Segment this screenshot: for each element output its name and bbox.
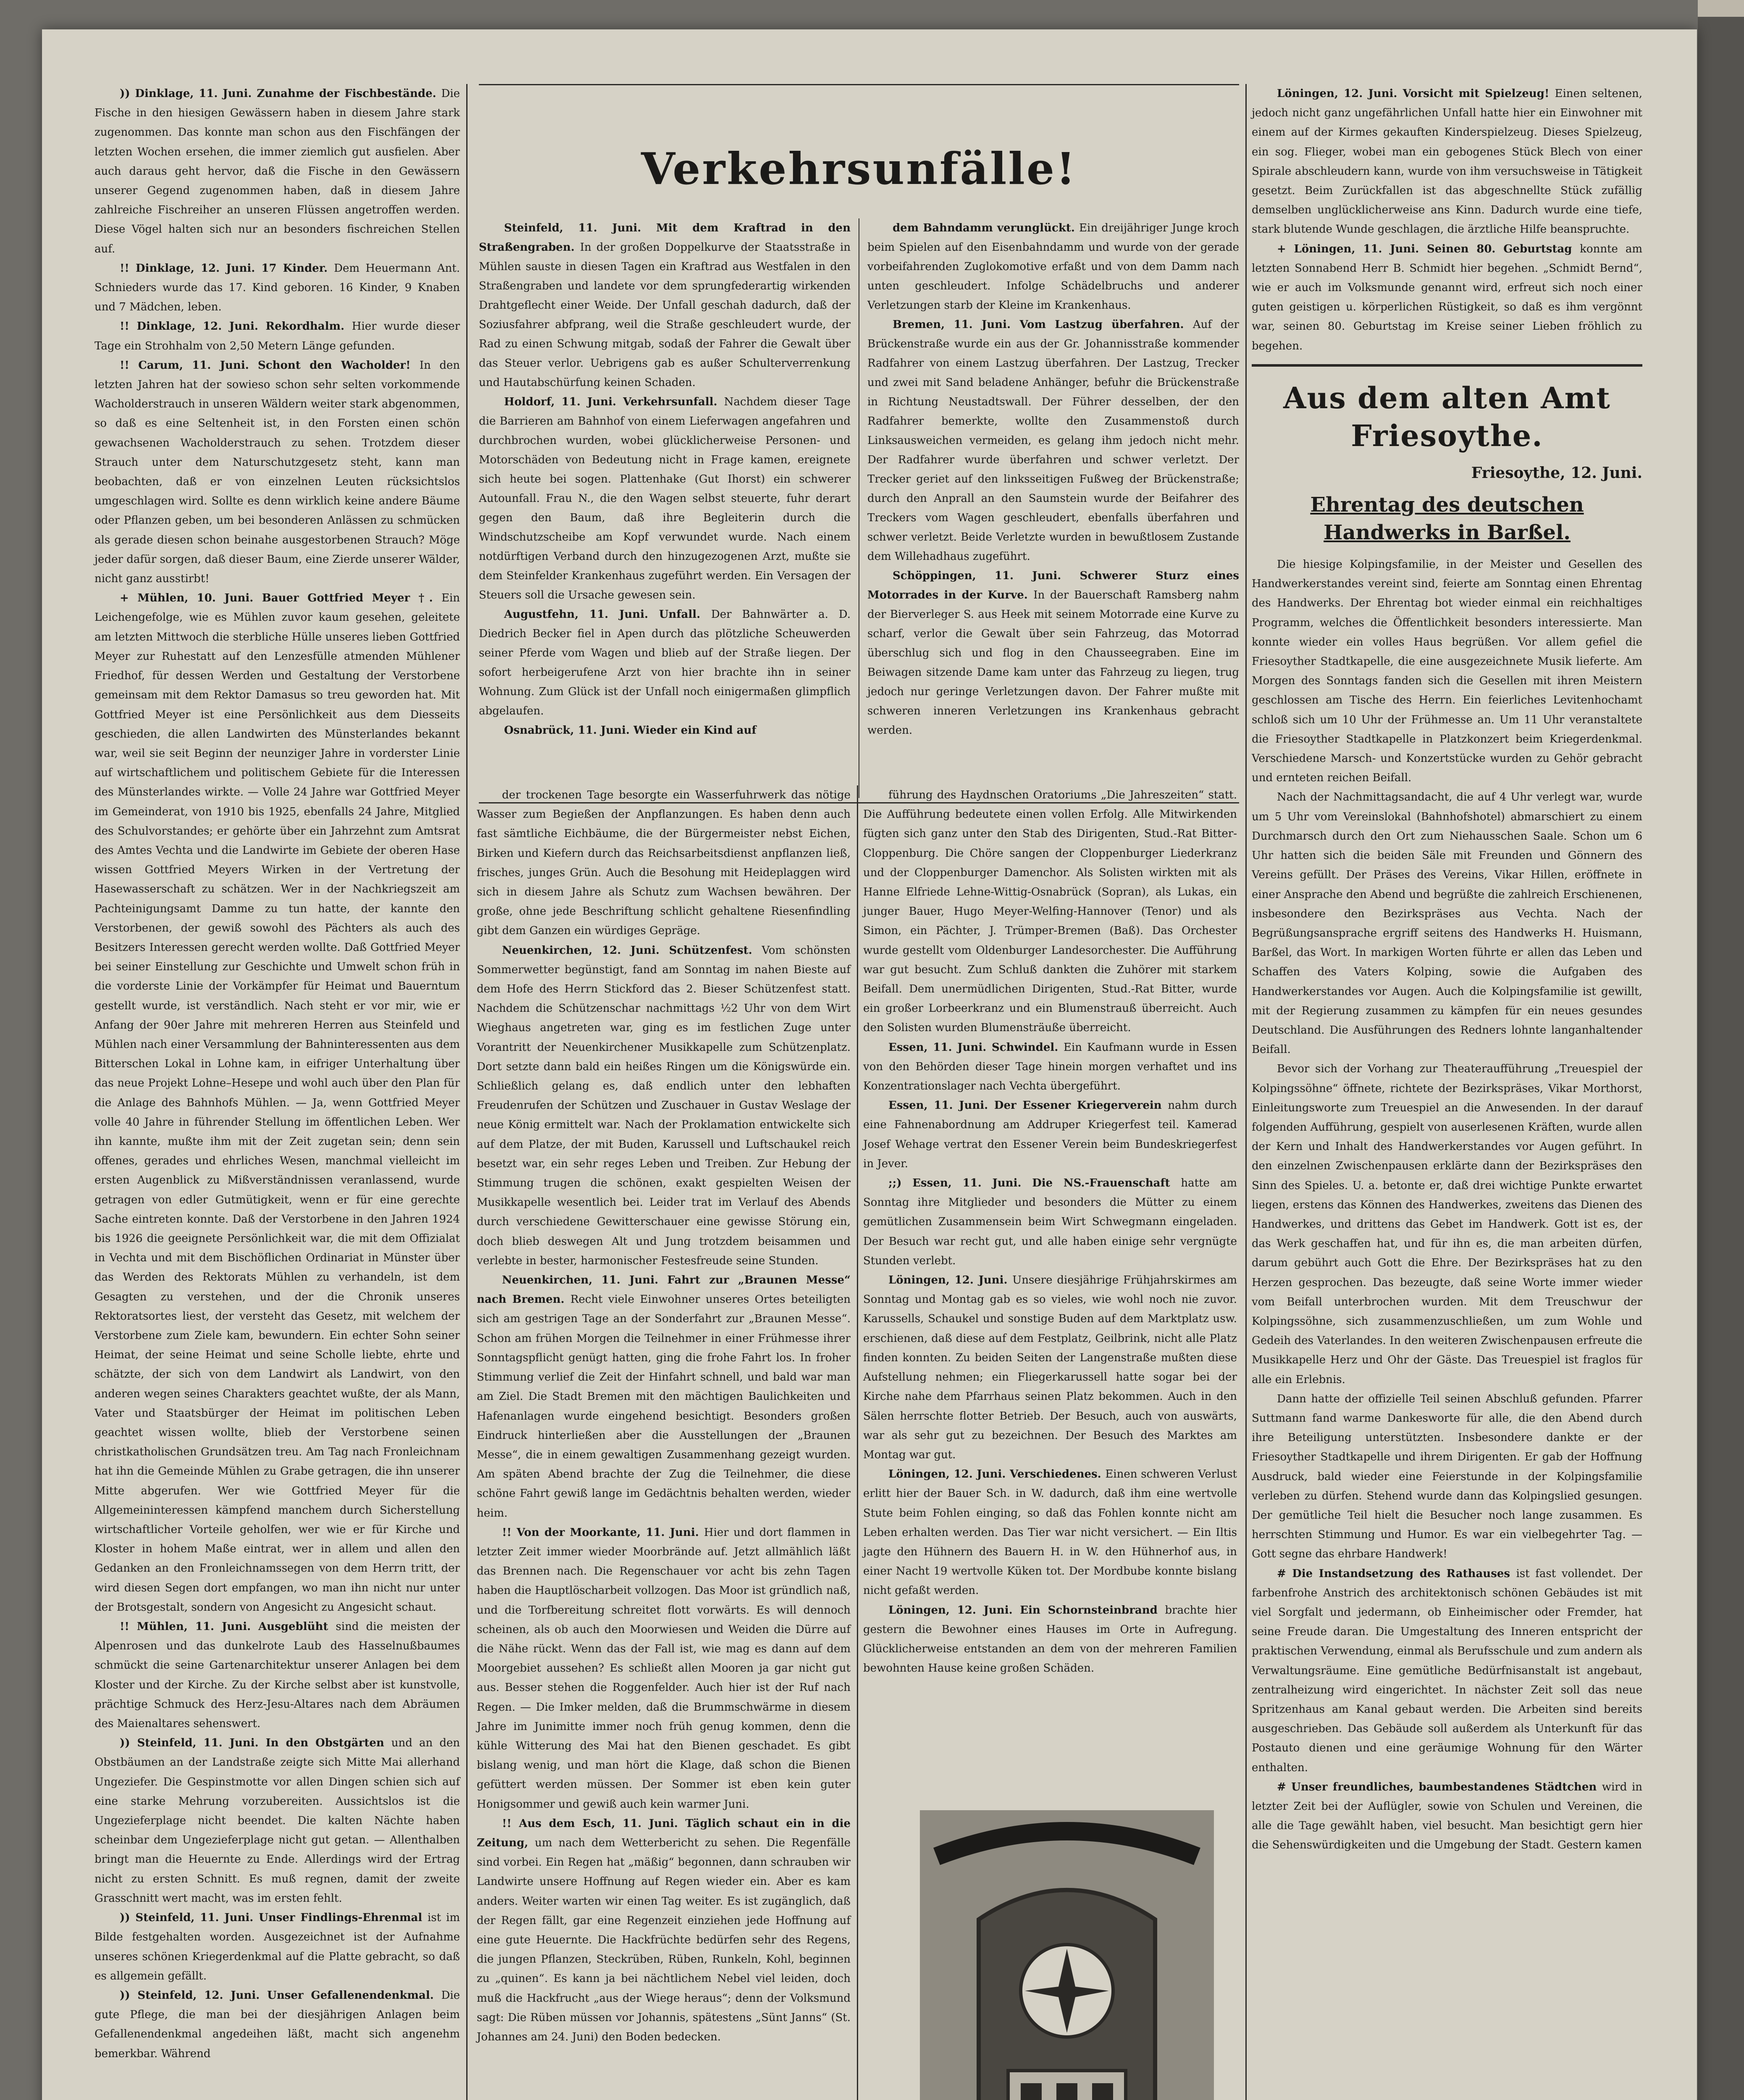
article-text: der trockenen Tage besorgte ein Wasserfuhrwerk das nötige Wasser zum Begießen der Anpflanzungen. Es haben denn auch fast sämtliche Eichbäume, die der Bürgermeister nebst Eichen, Birken und Kiefern durch das Reichsarbeitsdienst anpflanzen ließ, frisches, junges Grün. Auch die Besohung mit Heideplaggen wird sich in diesem Jahre als Schutz zum Wachsen bewähren. Der große, ohne jede Beschriftung schlicht gehaltene Riesenfindling gibt dem Ganzen ein würdiges Gepräge. (477, 789, 851, 937)
article-heading: Schöppingen, 11. Juni. Schwerer Sturz eines Motorrades in der Kurve. (867, 570, 1239, 601)
article-text: Auf der Brückenstraße wurde ein aus der Gr. Johannisstraße kommender Radfahrer von einem Lastzug überfahren. Der Lastzug, Trecker und zwei mit Sand beladene Anhänger, befuhr die Brückenstraße in Richtung Neustadtswall. Der Führer desselben, der den Radfahrer bemerkte, wollte den Zusammenstoß durch Linksausweichen vermeiden, es gelang ihm jedoch nicht mehr. Der Radfahrer wurde überfahren und schwer verletzt. Der Trecker geriet auf den linksseitigen Fußweg der Brückenstraße; durch den Anprall an den Saumstein wurde der Beifahrer des Treckers vom Wagen geschleudert, ebenfalls überfahren und schwer verletzt. Beide Verletzte wurden in bewußtlosem Zustande dem Willehadhaus zugeführt. (867, 318, 1239, 563)
article-paragraph (95, 1908, 460, 1986)
newspaper-page (42, 29, 1697, 2100)
article-heading: Neuenkirchen, 11. Juni. Fahrt zur „Braunen Messe“ nach Bremen. (477, 1274, 851, 1306)
article-heading: !! Dinklage, 12. Juni. Rekordhalm. (120, 320, 352, 333)
article-text: Bevor sich der Vorhang zur Theateraufführung „Treuespiel der Kolpingssöhne“ öffnete, richtete der Bezirkspräses, Vikar Morthorst, Einleitungsworte zum Treuespiel an die Anwesenden. In der darauf folgenden Aufführung, gespielt von auserlesenen Kräften, wurde allen der Kern und Inhalt des Handwerkerstandes vor Augen geführt. In den einzelnen Zwischenpausen erklärte dann der Bezirkspräses den Sinn des Spieles. U. a. betonte er, daß drei wichtige Punkte erwartet liegen, erstens das Können des Handwerkes, zweitens das Dienen des Handwerkes, und drittens das Gebet im Handwerk. Gott ist es, der das Werk geschaffen hat, und für ihn es, die man arbeiten dürfen, darum gebührt auch Gott die Ehre. Der Bezirkspräses hat zu den Herzen gesprochen. Das bezeugte, daß seine Worte immer wieder vom Beifall unterbrochen wurden. Mit dem Treuschwur der Kolpingssöhne, sich zusammenzuschließen, um zum Wohle und Gedeih des Vaterlandes. In den weiteren Zwischenpausen erfreute die Musikkapelle Herz und Ohr der Gäste. Das Treuespiel ist fraglos für alle ein Erlebnis. (1252, 1063, 1642, 1386)
article-text: Einen schweren Verlust erlitt hier der Bauer Sch. in W. dadurch, daß ihm eine wertvolle Stute beim Fohlen einging, so daß das Fohlen konnte nicht am Leben erhalten werden. Das Tier war nicht versichert. — Ein Iltis jagte den Hühnern des Bauern H. in W. den Hühnerhof aus, in einer Nacht 19 wertvolle Küken tot. Der Mordbube konnte bislang nicht gefaßt werden. (863, 1468, 1237, 1597)
article-heading: ;;) Essen, 11. Juni. Die NS.-Frauenschaft (888, 1177, 1181, 1190)
article-text: führung des Haydnschen Oratoriums „Die Jahreszeiten“ statt. Die Aufführung bedeutete einen vollen Erfolg. Alle Mitwirkenden fügten sich ganz unter den Stab des Dirigenten, Stud.-Rat Bitter-Cloppenburg. Die Chöre sangen der Cloppenburger Liederkranz und der Cloppenburger Damenchor. Als Solisten wirkten mit als Hanne Elfriede Lehne-Wittig-Osnabrück (Sopran), als Lukas, ein junger Bauer, Hugo Meyer-Welfing-Hannover (Tenor) und als Simon, ein Pächter, J. Trümper-Bremen (Baß). Das Orchester wurde gestellt vom Oldenburger Landesorchester. Die Aufführung war gut besucht. Zum Schluß dankten die Zuhörer mit starkem Beifall. Dem unermüdlichen Dirigenten, Stud.-Rat Bitter, wurde ein großer Lorbeerkranz und ein Blumenstrauß überreicht. Auch den Solisten wurden Blumensträuße überreicht. (863, 789, 1237, 1034)
article-paragraph (1252, 555, 1642, 788)
article-paragraph (477, 1814, 851, 2047)
article-heading: Neuenkirchen, 12. Juni. Schützenfest. (502, 944, 762, 957)
article-heading: !! Von der Moorkante, 11. Juni. (502, 1526, 704, 1539)
article-heading: )) Steinfeld, 12. Juni. Unser Gefallenendenkmal. (120, 1989, 441, 2002)
article-text: Ein Leichengefolge, wie es Mühlen zuvor kaum gesehen, geleitete am letzten Mittwoch die sterbliche Hülle unseres lieben Gottfried Meyer zur Ruhestatt auf den Lenzesfülle atmenden Mühlener Friedhof, für dessen Werden und Gestaltung der Verstorbene gemeinsam mit dem Rektor Damasus so treu geworden hat. Mit Gottfried Meyer ist eine Persönlichkeit aus dem Diesseits geschieden, die allen Landwirten des Münsterlandes bekannt war, weil sie seit Beginn der neunziger Jahre in vorderster Linie auf wirtschaftlichem und politischem Gebiete für die Interessen des Münsterlandes wirkte. — Volle 24 Jahre war Gottfried Meyer im Gemeinderat, von 1910 bis 1925, ebenfalls 24 Jahre, Mitglied des Schulvorstandes; er gehörte über ein Jahrzehnt zum Amtsrat des Amtes Vechta und die Landwirte im Gebiete der oberen Hase wissen Gottfried Meyers Wirken in der Vertretung der Hasewasserschaft zu schätzen. Wer in der Nachkriegszeit am Pachteinigungsamt Damme zu tun hatte, der kannte den Verstorbenen, der gewiß sowohl des Pächters als auch des Besitzers Interessen gerecht werden wollte. Daß Gottfried Meyer bei seiner Einstellung zur Geschichte und Umwelt schon früh in die vorderste Linie der Vorkämpfer für Heimat und Bauerntum gestellt wurde, ist verständlich. Nach steht er vor mir, wie er Anfang der 90er Jahre mit mehreren Herren aus Steinfeld und Mühlen nach einer Versammlung der Bahninteressenten aus dem Bitterschen Lokal in Lohne kam, in eifriger Unterhaltung über das neue Projekt Lohne–Hesepe und wohl auch über den Plan für die Anlage des Bahnhofs Mühlen. — Ja, wenn Gottfried Meyer volle 40 Jahre in führender Stellung im öffentlichen Leben. Wer ihn kannte, mußte ihm mit der Zeit zugetan sein; denn sein offenes, gerades und ehrliches Wesen, manchmal vielleicht im ersten Augenblick zu Mißverständnissen veranlassend, wurde getragen von edler Gutmütigkeit, wenn er für eine gerechte Sache eintreten konnte. Daß der Verstorbene in den Jahren 1924 bis 1926 die geeignete Persönlichkeit war, die mit dem Offizialat in Vechta und mit dem Bischöflichen Ordinariat in Münster über das Werden des Rektorats Mühlen zu verhandeln, ist dem Gesagten zu verstehen, und der die Chronik unseres Rektoratsortes liest, der versteht das Gesetz, mit welchem der Verstorbene zum Ziele kam, bewundern. Ein echter Sohn seiner Heimat, der seine Heimat und seine Scholle liebte, ehrte und schätzte, der sich von dem Landwirt als Landwirt, von den anderen wegen seines Charakters geachtet wußte, der als Mann, Vater und Staatsbürger der Heimat im politischen Leben geachtet wissen wollte, blieb der Verstorbene seinen christkatholischen Grundsätzen treu. Am Tag nach Fronleichnam hat ihn die Gemeinde Mühlen zu Grabe getragen, die ihn unserer Mitte abgerufen. Wer wie Gottfried Meyer für die Allgemeininteressen kämpfend manchem durch Sicherstellung wirtschaftlicher Vorteile geholfen, wer wie er für Kirche und Kloster in hohem Maße eintrat, wer in allem und allen den Gedanken an den Fronleichnamssegen von dem Herrn tritt, der wird diesen Segen dort empfangen, wo man ihn nicht nur unter der Brotsgestalt, sondern von Angesicht zu Angesicht schaut. (95, 592, 460, 1614)
page-edge-shadow (1698, 0, 1744, 2100)
article-paragraph (479, 218, 851, 392)
article-paragraph (95, 259, 460, 317)
article-heading: Augustfehn, 11. Juni. Unfall. (504, 608, 711, 621)
article-paragraph (867, 315, 1239, 566)
column-right-top (1252, 84, 1642, 356)
article-paragraph (1252, 84, 1642, 239)
article-text: hatte am Sonntag ihre Mitglieder und besonders die Mütter zu einem gemütlichen Zusammensein beim Wirt Schwegmann eingeladen. Der Besuch war recht gut, und alle haben einige sehr vergnügte Stunden verlebt. (863, 1177, 1237, 1267)
article-paragraph (863, 1173, 1237, 1270)
article-heading: # Unser freundliches, baumbestandenes Städtchen (1277, 1780, 1602, 1793)
article-text: und an den Obstbäumen an der Landstraße zeigte sich Mitte Mai allerhand Ungeziefer. Die Gespinstmotte vor allen Dingen schien sich auf eine starke Mehrung vorzubereiten. Aussichtslos ist die Ungezieferplage nicht beendet. Die kalten Nächte haben scheinbar dem Ungezieferplage nicht gut getan. — Allenthalben bringt man die Heuernte zu Ende. Allerdings wird der Ertrag nicht zu ersten Schnitt. Es muß regnen, damit der zweite Grasschnitt wert macht, was im ersten fehlt. (95, 1737, 460, 1905)
article-paragraph (1252, 1059, 1642, 1389)
article-paragraph (479, 392, 851, 605)
article-text: konnte am letzten Sonnabend Herr B. Schmidt hier begehen. „Schmidt Bernd“, wie er auch im Volksmunde genannt wird, erfreut sich noch einer guten geistigen u. körperlichen Rüstigkeit, so daß es ihm vergönnt war, seinen 80. Geburtstag im Kreise seiner Lieben fröhlich zu begehen. (1252, 242, 1643, 352)
article-text: ist im Bilde festgehalten worden. Ausgezeichnet ist der Aufnahme unseres schönen Kriegerdenkmal auf die Platte gebracht, so daß es allgemein gefällt. (95, 1911, 460, 1982)
article-paragraph (477, 1270, 851, 1523)
article-paragraph (1252, 239, 1642, 356)
binding-tab (1698, 0, 1744, 17)
article-paragraph (95, 84, 460, 259)
article-subtitle: Ehrentag des deutschen Handwerks in Barßel. (1310, 493, 1584, 545)
article-text: Hier wurde dieser Tage ein Strohhalm von 2,50 Metern Länge gefunden. (95, 320, 460, 352)
article-heading: !! Aus dem Esch, 11. Juni. Täglich schaut ein in die Zeitung, (477, 1817, 851, 1849)
article-text: Unsere diesjährige Frühjahrskirmes am Sonntag und Montag gab es so vieles, wie wohl noch nie zuvor. Karussells, Schaukel und sonstige Buden auf dem Marktplatz usw. erschienen, daß diese auf dem Festplatz, Geilbrink, nicht alle Platz finden konnten. Zu beiden Seiten der Langenstraße mußten diese Aufstellung nehmen; ein Fliegerkarussell hatte sogar bei der Kirche nahe dem Pfarrhaus seinen Platz bekommen. Auch in den Sälen herrschte flotter Betrieb. Der Besuch, auch von auswärts, war als sehr gut zu bezeichnen. Der Besuch des Marktes am Montag war gut. (863, 1274, 1237, 1461)
article-paragraph (863, 1465, 1237, 1600)
article-text: In der großen Doppelkurve der Staatsstraße in Mühlen sauste in diesen Tagen ein Kraftrad aus Westfalen in den Straßengraben und landete vor dem sprungfederartig wirkenden Drahtgeflecht einer Weide. Der Unfall geschah dadurch, daß der Soziusfahrer abfprang, weil die Straße geschleudert wurde, der Rad zu einen Schwung mitgab, sodaß der Fahrer die Gewalt über das Steuer verlor. Uebrigens gab es außer Schulterverrenkung und Hautabschürfung keinen Schaden. (479, 241, 851, 389)
article-text: Einen seltenen, jedoch nicht ganz ungefährlichen Unfall hatte hier ein Einwohner mit einem auf der Kirmes gekauften Kinderspielzeug. Dieses Spielzeug, ein sog. Flieger, wobei man ein gebogenes Stück Blech von einer Spirale abschleudern kann, wurde von ihm versuchsweise in Tätigkeit gesetzt. Beim Zurückfallen ist das abgeschnellte Stück zufällig demselben unglücklicherweise ans Kinn. Dadurch wurde eine tiefe, stark blutende Wunde geschlagen, die ärztliche Hilfe beanspruchte. (1252, 87, 1642, 236)
article-text: Die Fische in den hiesigen Gewässern haben in diesem Jahre stark zugenommen. Das konnte man schon aus den Fischfängen der letzten Wochen ersehen, die immer ziemlich gut ausfielen. Aber auch daraus geht hervor, daß die Fische in den Gewässern unserer Gegend zugenommen haben, daß in diesem Jahre zahlreiche Fischreiher an unseren Flüssen angetroffen werden. Diese Vögel halten sich nur an besonders fischreichen Stellen auf. (95, 87, 460, 255)
article-heading: Holdorf, 11. Juni. Verkehrsunfall. (504, 396, 724, 408)
article-text: Nachdem dieser Tage die Barrieren am Bahnhof von einem Lieferwagen angefahren und durchbrochen wurden, wobei glücklicherweise Personen- und Motorschäden von Bedeutung nicht in Frage kamen, ereignete sich heute bei sogen. Plattenhake (Gut Ihorst) ein schwerer Autounfall. Frau N., die den Wagen selbst steuerte, fuhr derart gegen den Baum, daß ihre Begleiterin durch die Windschutzscheibe am Kopf verwundet wurde. Nach einem notdürftigen Verband durch den hinzugezogenen Arzt, mußte sie dem Steinfelder Krankenhaus zugeführt werden. Ein Versagen der Steuers soll die Ursache gewesen sein. (479, 396, 851, 601)
article-paragraph (863, 1096, 1237, 1173)
article-heading: )) Dinklage, 11. Juni. Zunahme der Fischbestände. (120, 87, 441, 100)
article-heading: Löningen, 12. Juni. Vorsicht mit Spielzeug! (1277, 87, 1555, 100)
section-rule (1252, 364, 1642, 367)
column-rule-2 (857, 785, 858, 2100)
article-heading: Essen, 11. Juni. Der Essener Kriegerverein (888, 1099, 1168, 1112)
article-paragraph (867, 218, 1239, 315)
article-heading: Steinfeld, 11. Juni. Mit dem Kraftrad in den Straßengraben. (479, 222, 851, 254)
article-paragraph (479, 721, 851, 740)
article-paragraph (863, 1270, 1237, 1465)
article-paragraph (95, 1986, 460, 2063)
article-text: Ein Kaufmann wurde in Essen von den Behörden dieser Tage hinein morgen verhaftet und ins Konzentrationslager nach Vechta übergeführt. (863, 1041, 1237, 1093)
article-text: brachte hier gestern die Bewohner eines Hauses im Orte in Aufregung. Glücklicherweise entstanden an dem von der mehreren Familien bewohnten Hause keine großen Schäden. (863, 1604, 1237, 1675)
section-dateline: Friesoythe, 12. Juni. (1471, 464, 1642, 482)
column-rule-3 (1245, 84, 1247, 2100)
article-heading: Essen, 11. Juni. Schwindel. (888, 1041, 1064, 1054)
column-right (1252, 84, 1642, 2100)
article-paragraph (95, 1733, 460, 1908)
article-heading: + Löningen, 11. Juni. Seinen 80. Geburtstag (1277, 242, 1580, 255)
accident-report-box (479, 143, 1239, 803)
article-heading: )) Steinfeld, 11. Juni. Unser Findlings-Ehrenmal (120, 1911, 428, 1924)
article-text: In den letzten Jahren hat der sowieso schon sehr selten vorkommende Wacholderstrauch in unseren Wäldern weiter stark abgenommen, so daß es eine Seltenheit ist, in den Forsten einen schön gewachsenen Wacholderstrauch zu sehen. Trotzdem dieser Strauch unter dem Naturschutzgesetz steht, kann man beobachten, daß er von einzelnen Leuten rücksichtslos umgeschlagen wird. Sollte es denn wirklich keine andere Bäume oder Pflanzen geben, um bei besonderen Anlässen zu schmücken als gerade diesen schon beinahe ausgestorbenen Strauch? Möge jeder dafür sorgen, daß dieser Baum, eine Zierde unserer Wälder, nicht ganz ausstirbt! (95, 359, 460, 585)
article-heading: Osnabrück, 11. Juni. Wieder ein Kind auf (504, 724, 756, 737)
article-paragraph (477, 785, 851, 941)
article-text: Hier und dort flammen in letzter Zeit immer wieder Moorbrände auf. Jetzt allmählich läßt das Brennen nach. Die Regenschauer vor acht bis zehn Tagen haben die Hauptlöscharbeit vollzogen. Das Moor ist gründlich naß, und die Torfbereitung schreitet flott vorwärts. Es will dennoch scheinen, als ob auch den Moorwiesen und Weiden die Dürre auf die Nähe rückt. Wenn das der Fall ist, wie mag es dann auf dem Moorgebiet aussehen? Es schließt allen Mooren ja gar nicht gut aus. Besser stehen die Roggenfelder. Auch hier ist der Ruf nach Regen. — Die Imker melden, daß die Brummschwärme in diesem Jahre im Junimitte immer noch früh genug kommen, denn die kühle Witterung des Mai hat den Bienen geschadet. Es gibt bislang wenig, und man hört die Klage, daß schon die Bienen gefüttert werden müssen. Der Sommer ist eben kein guter Honigsommer und gewiß auch kein warmer Juni. (477, 1526, 851, 1811)
article-heading: !! Carum, 11. Juni. Schont den Wacholder! (120, 359, 420, 372)
article-text: Nach der Nachmittagsandacht, die auf 4 Uhr verlegt war, wurde um 5 Uhr vom Vereinslokal (Bahnhofshotel) abmarschiert zu einem Durchmarsch durch den Ort zum Niehausschen Saale. Schon um 6 Uhr hatten sich die beiden Säle mit Freunden und Gönnern des Vereins gefüllt. Der Präses des Vereins, Vikar Hillen, eröffnete in einer Ansprache den Abend und begrüßte die zahlreich Erschienenen, insbesondere den Bezirkspräses aus Vechta. Nach der Begrüßungsansprache ergriff seitens des Handwerks H. Huismann, Barßel, das Wort. In markigen Worten führte er allen das Leben und Schaffen des Vaters Kolping, sowie die Aufgaben des Handwerkerstandes vor Augen. Auch die Kolpingsfamilie ist gewillt, mit der Regierung zusammen zu kämpfen für ein neues gesundes Deutschland. Die Ausführungen des Redners lohnte langanhaltender Beifall. (1252, 791, 1642, 1056)
article-text: nahm durch eine Fahnenabordnung am Addruper Kriegerfest teil. Kamerad Josef Wehage vertrat den Essener Verein beim Bundeskriegerfest in Jever. (863, 1099, 1237, 1170)
article-text: Dann hatte der offizielle Teil seinen Abschluß gefunden. Pfarrer Suttmann fand warme Dankesworte für alle, die den Abend durch ihre Beteiligung unterstützten. Insbesondere dankte er der Friesoyther Stadtkapelle und ihrem Dirigenten. Er gab der Hoffnung Ausdruck, bald wieder eine Feierstunde in der Kolpingsfamilie verleben zu dürfen. Stehend wurde dann das Kolpingslied gesungen. Der gemütliche Teil hielt die Besucher noch lange zusammen. Es herrschten Stimmung und Humor. Es war ein vielbegehrter Tag. — Gott segne das ehrbare Handwerk! (1252, 1392, 1642, 1561)
article-paragraph (477, 1523, 851, 1814)
article-text: Die gute Pflege, die man bei der diesjährigen Anlagen beim Gefallenendenkmal angedeihen läßt, macht sich angenehm bemerkbar. Während (95, 1989, 460, 2060)
article-heading: Löningen, 12. Juni. Ein Schornsteinbrand (888, 1604, 1165, 1617)
article-paragraph (479, 605, 851, 721)
top-rule (479, 84, 1239, 85)
article-text: Dem Heuermann Ant. Schnieders wurde das 17. Kind geboren. 16 Kinder, 9 Knaben und 7 Mädchen, leben. (95, 262, 460, 314)
article-heading: + Mühlen, 10. Juni. Bauer Gottfried Meyer †. (120, 592, 441, 605)
article-text: ist fast vollendet. Der farbenfrohe Anstrich des architektonisch schönen Gebäudes ist mit viel Sorgfalt und jedermann, ob Einheimischer oder Fremder, hat seine Freude daran. Die Umgestaltung des Inneren entspricht der praktischen Verwendung, einmal als Berufsschule und zum andern als Verwaltungsräume. Eine gemütliche Bedürfnisanstalt ist angebaut, zentralheizung wird eingerichtet. In nächster Zeit soll das neue Spritzenhaus am Kanal gebaut werden. Die Arbeiten sind bereits ausgeschrieben. Das Gebäude soll außerdem als Unterkunft für das Postauto dienen und eine geräumige Wohnung für den Wärter enthalten. (1252, 1567, 1643, 1774)
accident-report-body (479, 218, 1239, 798)
article-paragraph (1252, 1777, 1642, 1855)
column-rule-1 (466, 84, 468, 2100)
article-paragraph (1252, 1564, 1642, 1777)
article-text: Ein dreijähriger Junge kroch beim Spielen auf den Eisenbahndamm und wurde von der gerade vorbeifahrenden Zuglokomotive erfaßt und von dem Damm nach unten geschleudert. Infolge Schädelbruchs und anderer Verletzungen starb der Kleine im Krankenhaus. (867, 222, 1239, 312)
article-paragraph (95, 356, 460, 588)
article-text: Die hiesige Kolpingsfamilie, in der Meister und Gesellen des Handwerkerstandes vereint sind, feierte am Sonntag einen Ehrentag des Handwerks. Der Ehrentag bot wieder einmal ein reichhaltiges Programm, welches die Öffentlichkeit besonders interessierte. Man konnte wieder ein volles Haus begrüßen. Vor allem gefiel die Friesoyther Stadtkapelle, die eine ausgezeichnete Musik lieferte. Am Morgen des Sonntags fanden sich die Gesellen mit ihren Meistern geschlossen am Tische des Herrn. Ein feierliches Levitenhochamt schloß sich um 10 Uhr der Frühmesse an. Um 11 Uhr veranstaltete die Friesoyther Stadtkapelle in Platzkonzert beim Kriegerdenkmal. Verschiedene Marsch- und Konzertstücke wurden zu Gehör gebracht und ernteten reichen Beifall. (1252, 558, 1642, 785)
column-left (95, 84, 460, 2100)
article-paragraph (95, 588, 460, 1617)
column-middle-left (477, 785, 851, 2100)
article-text: um nach dem Wetterbericht zu sehen. Die Regenfälle sind vorbei. Ein Regen hat „mäßig“ begonnen, dann schrauben wir Landwirte unsere Hoffnung auf Regen wieder ein. Aber es kam anders. Weiter warten wir einen Tag weiter. Es ist zugänglich, daß der Regen fällt, gar eine Regenzeit einziehen jede Hoffnung auf eine gute Heuernte. Die Hackfrüchte bedürfen sehr des Regens, die jungen Pflanzen, Steckrüben, Rüben, Runkeln, Kohl, beginnen zu „quinen“. Es kann ja bei nächtlichem Nebel viel leiden, doch muß die Hackfrucht „aus der Wiege heraus“; denn der Volksmund sagt: Die Rüben müssen vor Johannis, spätestens „Sünt Janns“ (St. Johannes am 24. Juni) den Boden bedecken. (477, 1836, 851, 2043)
article-heading: )) Steinfeld, 11. Juni. In den Obstgärten (120, 1737, 391, 1750)
article-paragraph (477, 941, 851, 1270)
article-text: Recht viele Einwohner unseres Ortes beteiligten sich am gestrigen Tage an der Sonderfahrt zur „Braunen Messe“. Schon am frühen Morgen die Teilnehmer in einer Frühmesse ihrer Sonntagspflicht genügt hatten, ging die frohe Fahrt los. In froher Stimmung verlief die Zeit der Hinfahrt schnell, und bald war man am Ziel. Die Stadt Bremen mit den mächtigen Baulichkeiten und Hafenanlagen wurde eingehend besichtigt. Besonders großen Eindruck hinterließen aber die Ausstellungen der „Braunen Messe“, die in einem gewaltigen Zusammenhang gezeigt wurden. Am späten Abend brachte der Zug die Teilnehmer, die diese schöne Fahrt gewiß lange im Gedächtnis behalten werden, wieder heim. (477, 1293, 851, 1520)
headline: Verkehrsunfälle! (641, 143, 1077, 194)
article-paragraph (95, 317, 460, 355)
article-heading: !! Mühlen, 11. Juni. Ausgeblüht (120, 1620, 336, 1633)
article-heading: dem Bahndamm verunglückt. (893, 222, 1079, 234)
article-text: Vom schönsten Sommerwetter begünstigt, fand am Sonntag im nahen Bieste auf dem Hofe des Herrn Stickford das 2. Bieser Schützenfest statt. Nachdem die Schützenschar nachmittags ½2 Uhr von dem Wirt Wieghaus angetreten war, ging es im festlichen Zuge unter Vorantritt der Neuenkirchener Musikkapelle zum Schützenplatz. Dort setzte dann bald ein heißes Ringen um die Königswürde ein. Schließlich gelang es, daß endlich unter den lebhaften Freudenrufen der Schützen und Zuschauer in Gustav Weslage der neue König ermittelt war. Nach der Proklamation entwickelte sich auf dem Platze, der mit Buden, Karussell und Luftschaukel reich besetzt war, ein sehr reges Leben und Treiben. Zur Hebung der Stimmung trugen die schönen, exakt gespielten Weisen der Musikkapelle wesentlich bei. Leider trat im Verlauf des Abends durch verschiedene Gewitterschauer eine gewisse Störung ein, doch blieb deswegen Alt und Jung trotzdem beisammen und verlebte in bester, harmonischer Festesfreude seine Stunden. (477, 944, 851, 1267)
article-heading: Löningen, 12. Juni. Verschiedenes. (888, 1468, 1106, 1481)
article-heading: Löningen, 12. Juni. (888, 1274, 1013, 1287)
article-heading: # Die Instandsetzung des Rathauses (1277, 1567, 1516, 1580)
section-title: Aus dem alten Amt Friesoythe. (1283, 380, 1611, 453)
article-paragraph (863, 785, 1237, 1038)
article-paragraph (1252, 788, 1642, 1059)
article-paragraph (863, 1038, 1237, 1096)
article-paragraph (867, 566, 1239, 740)
article-paragraph (863, 1601, 1237, 1678)
article-text: wird in letzter Zeit bei der Auflügler, sowie von Schulen und Vereinen, die alle die Tage gewählt haben, viel besucht. Man besichtigt gern hier die Sehenswürdigkeiten und die Umgebung der Stadt. Gestern kamen (1252, 1780, 1643, 1852)
column-right-bottom (1252, 555, 1642, 1855)
article-text: Der Bahnwärter a. D. Diedrich Becker fiel in Apen durch das plötzliche Scheuwerden seiner Pferde vom Wagen und blieb auf der Straße liegen. Der sofort herbeigerufene Arzt von hier brachte ihn in seiner Wohnung. Zum Glück ist der Unfall noch einigermaßen glimpflich abgelaufen. (479, 608, 851, 717)
article-text: sind die meisten der Alpenrosen und das dunkelrote Laub des Hasselnußbaumes schmückt die seine Gartenarchitektur unserer Anlagen bei dem Kloster und der Kirche. Zu der Kirche selbst aber ist kunstvolle, prächtige Schmuck des Herz-Jesu-Altares nach dem Abräumen des Maienaltares sehenswert. (95, 1620, 460, 1730)
column-middle-right (863, 785, 1237, 1684)
article-heading: Bremen, 11. Juni. Vom Lastzug überfahren. (893, 318, 1193, 331)
article-paragraph (1252, 1389, 1642, 1564)
article-paragraph (95, 1617, 460, 1733)
article-text: In der Bauerschaft Ramsberg nahm der Bierverleger S. aus Heek mit seinem Motorrade eine Kurve zu scharf, verlor die Gewalt über sein Fahrzeug, das Motorrad überschlug sich und flog in den Chausseegraben. Eine im Beiwagen sitzende Dame kam unter das Fahrzeug zu liegen, trug jedoch nur geringe Verletzungen davon. Der Fahrer mußte mit schweren inneren Verletzungen ins Krankenhaus gebracht werden. (867, 589, 1239, 737)
vda-advertisement-image (920, 1810, 1214, 2100)
article-heading: !! Dinklage, 12. Juni. 17 Kinder. (120, 262, 334, 275)
